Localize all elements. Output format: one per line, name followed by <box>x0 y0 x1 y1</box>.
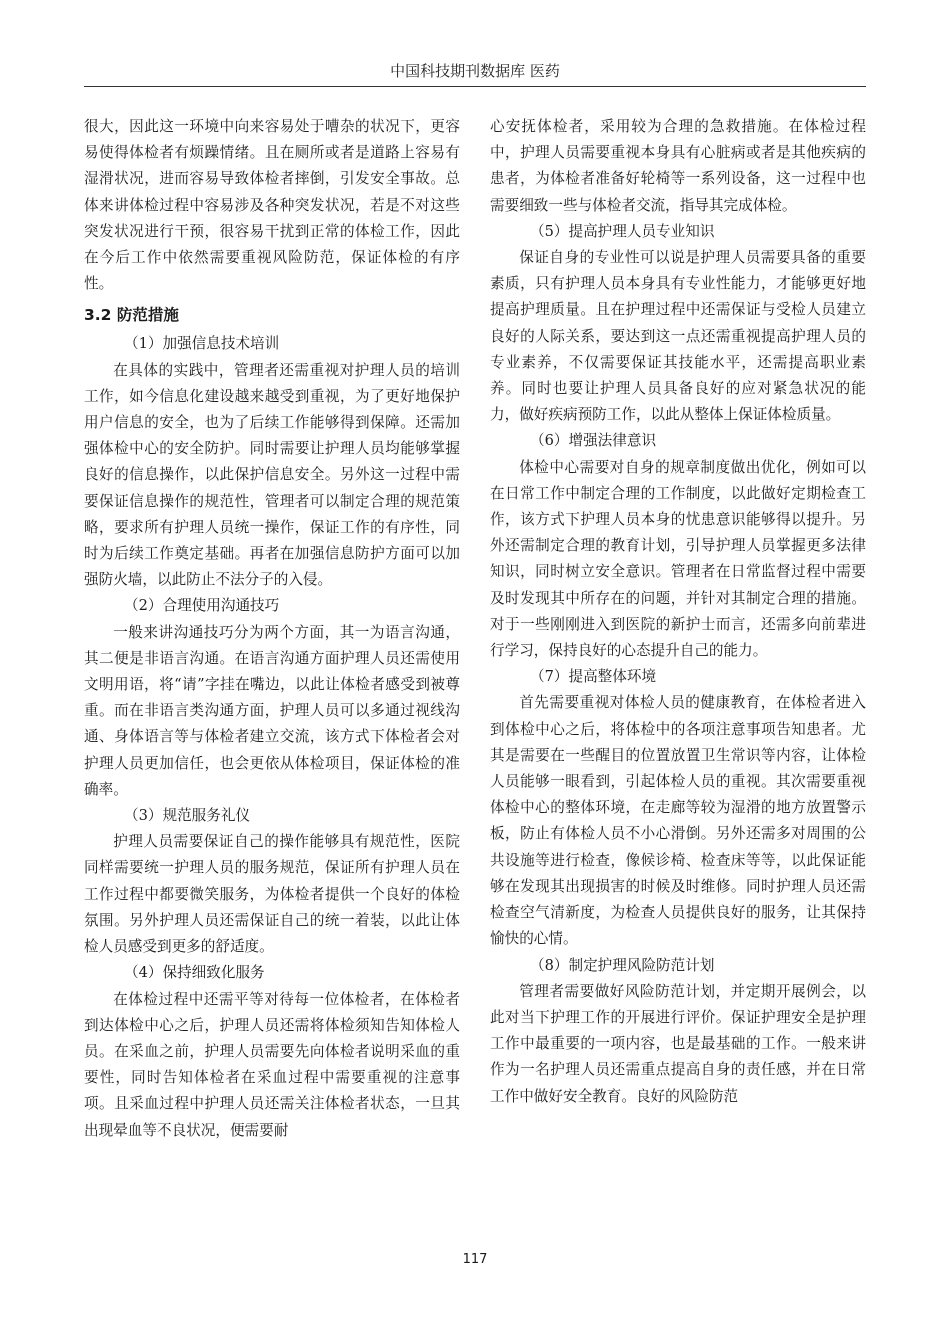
paragraph-3: 护理人员需要保证自己的操作能够具有规范性，医院同样需要统一护理人员的服务规范，保证所有护理人员在工作过程中都要微笑服务，为体检者提供一个良好的体检氛围。另外护理人员还需保证自己的统一着装，以此让体检人员感受到更多的舒适度。 <box>84 833 460 956</box>
subheading-4: （4）保持细致化服务 <box>124 964 265 982</box>
subheading-6: （6）增强法律意识 <box>530 432 657 450</box>
subheading-8: （8）制定护理风险防范计划 <box>530 956 715 974</box>
subheading-2: （2）合理使用沟通技巧 <box>124 597 280 615</box>
page-number: 117 <box>462 1252 488 1267</box>
subheading-5: （5）提高护理人员专业知识 <box>530 222 715 240</box>
paragraph-2: 一般来讲沟通技巧分为两个方面，其一为语言沟通，其二便是非语言沟通。在语言沟通方面护理人员还需使用文明用语，将“请”字挂在嘴边，以此让体检者感受到被尊重。而在非语言类沟通方面，护理人员可以多通过视线沟通、身体语言等与体检者建立交流，该方式下体检者会对护理人员更加信任，也会更依从体检项目，保证体检的准确率。 <box>84 623 460 798</box>
paragraph-continued: 很大，因此这一环境中向来容易处于嘈杂的状况下，更容易使得体检者有烦躁情绪。且在厕所或者是道路上容易有湿滑状况，进而容易导致体检者摔倒，引发安全事故。总体来讲体检过程中容易涉及各种突发状况，若是不对这些突发状况进行干预，很容易干扰到正常的体检工作，因此在今后工作中依然需要重视风险防范，保证体检的有序性。 <box>84 118 460 293</box>
paragraph-8: 管理者需要做好风险防范计划，并定期开展例会，以此对当下护理工作的开展进行评价。保证护理安全是护理工作中最重要的一项内容，也是最基础的工作。一般来讲作为一名护理人员还需重点提高自身的责任感，并在日常工作中做好安全教育。良好的风险防范 <box>490 982 866 1105</box>
paragraph-5: 保证自身的专业性可以说是护理人员需要具备的重要素质，只有护理人员本身具有专业性能力，才能够更好地提高护理质量。且在护理过程中还需保证与受检人员建立良好的人际关系，要达到这一点还需重视提高护理人员的专业素养，不仅需要保证其技能水平，还需提高职业素养。同时也要让护理人员具备良好的应对紧急状况的能力，做好疾病预防工作，以此从整体上保证体检质量。 <box>490 249 866 424</box>
paragraph-1: 在具体的实践中，管理者还需重视对护理人员的培训工作，如今信息化建设越来越受到重视，为了更好地保护用户信息的安全，也为了后续工作能够得到保障。还需加强体检中心的安全防护。同时需要让护理人员均能够掌握良好的信息操作，以此保护信息安全。另外这一过程中需要保证信息操作的规范性，管理者可以制定合理的规范策略，要求所有护理人员统一操作，保证工作的有序性，同时为后续工作奠定基础。再者在加强信息防护方面可以加强防火墙，以此防止不法分子的入侵。 <box>84 361 460 589</box>
subheading-3: （3）规范服务礼仪 <box>124 807 251 825</box>
right-column <box>490 114 866 1110</box>
paragraph-4: 在体检过程中还需平等对待每一位体检者，在体检者到达体检中心之后，护理人员还需将体检须知告知体检人员。在采血之前，护理人员需要先向体检者说明采血的重要性，同时告知体检者在采血过程中需要重视的注意事项。且采血过程中护理人员还需关注体检者状态，一旦其出现晕血等不良状况，便需要耐 <box>84 990 460 1139</box>
header-rule <box>84 86 866 87</box>
running-header: 中国科技期刊数据库 医药 <box>390 62 560 80</box>
paragraph-7: 首先需要重视对体检人员的健康教育，在体检者进入到体检中心之后，将体检中的各项注意事项告知患者。尤其是需要在一些醒目的位置放置卫生常识等内容，让体检人员能够一眼看到，引起体检人员的重视。其次需要重视体检中心的整体环境，在走廊等较为湿滑的地方放置警示板，防止有体检人员不小心滑倒。另外还需多对周围的公共设施等进行检查，像候诊椅、检查床等等，以此保证能够在发现其出现损害的时候及时维修。同时护理人员还需检查空气清新度，为检查人员提供良好的服务，让其保持愉快的心情。 <box>490 694 866 948</box>
left-column <box>84 114 460 1144</box>
subheading-1: （1）加强信息技术培训 <box>124 335 280 353</box>
subheading-7: （7）提高整体环境 <box>530 668 657 686</box>
paragraph-continued-right: 心安抚体检者，采用较为合理的急救措施。在体检过程中，护理人员需要重视本身具有心脏病或者是其他疾病的患者，为体检者准备好轮椅等一系列设备，这一过程中也需要细致一些与体检者交流，指导其完成体检。 <box>490 118 866 214</box>
section-heading-3-2: 3.2 防范措施 <box>84 306 179 325</box>
paragraph-6: 体检中心需要对自身的规章制度做出优化，例如可以在日常工作中制定合理的工作制度，以此做好定期检查工作，该方式下护理人员本身的忧患意识能够得以提升。另外还需制定合理的教育计划，引导护理人员掌握更多法律知识，同时树立安全意识。管理者在日常监督过程中需要及时发现其中所存在的问题，并针对其制定合理的措施。对于一些刚刚进入到医院的新护士而言，还需多向前辈进行学习，保持良好的心态提升自己的能力。 <box>490 458 866 660</box>
